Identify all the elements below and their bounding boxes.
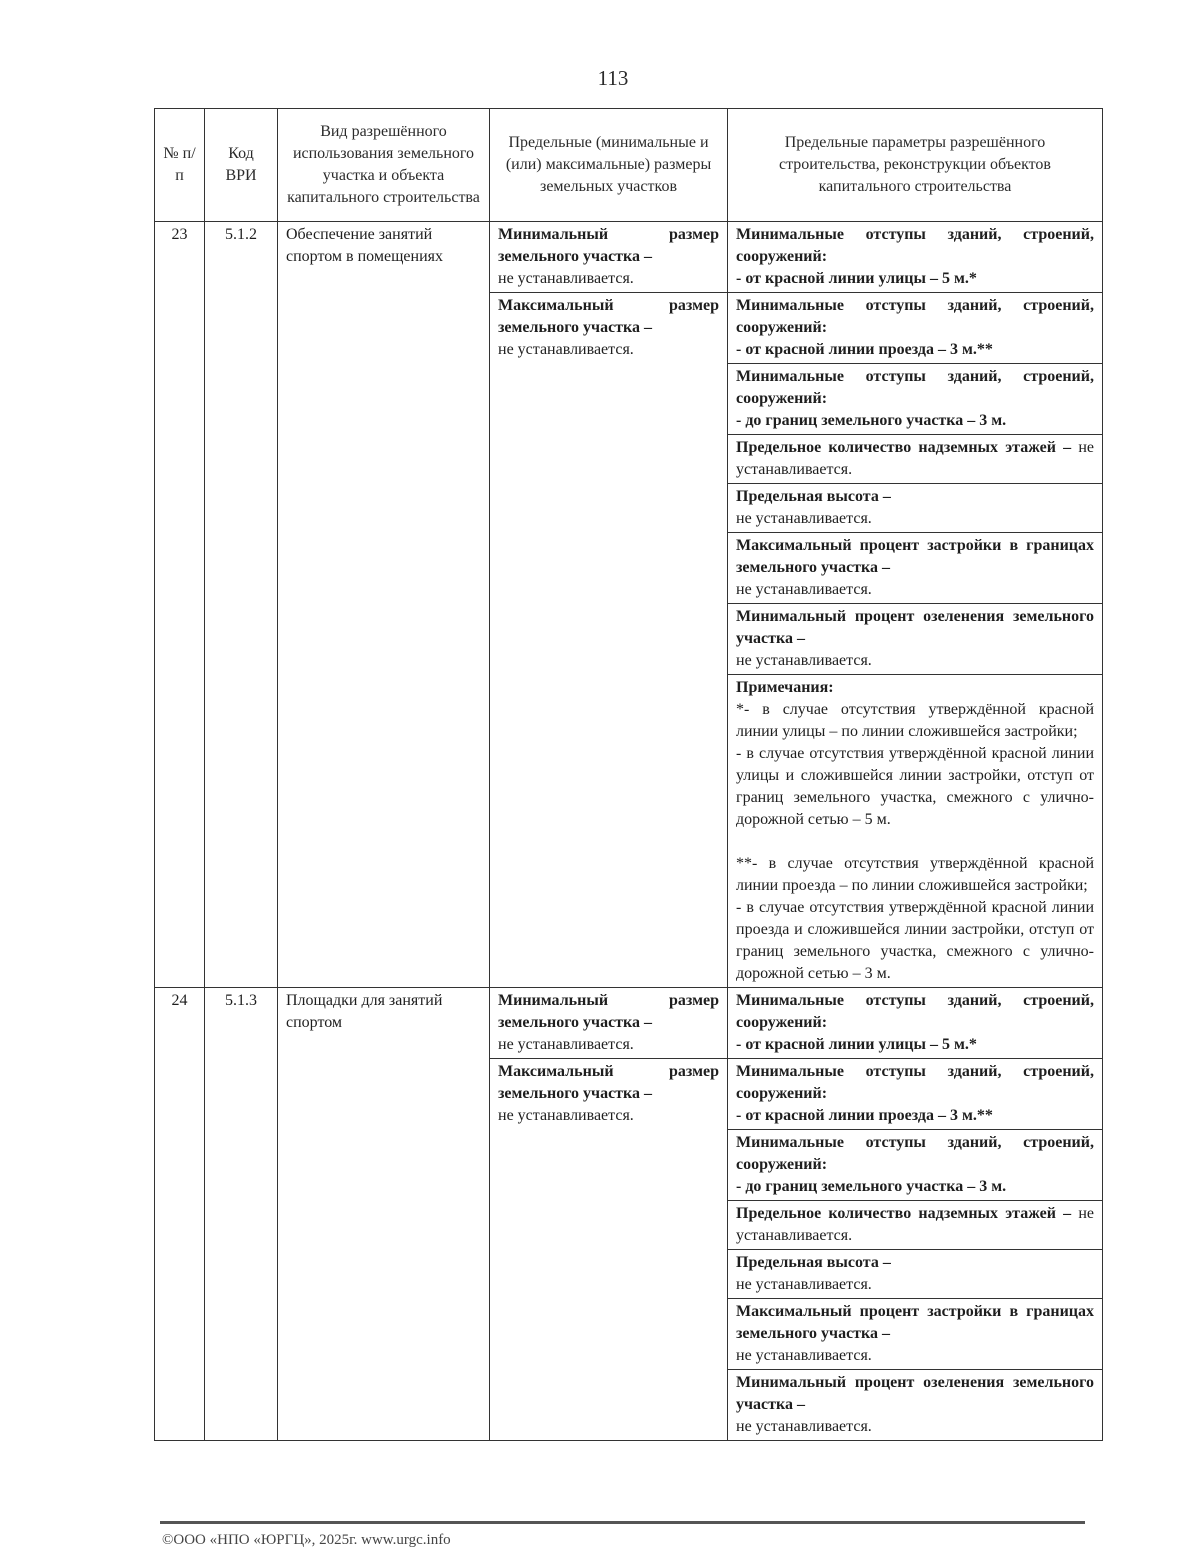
header-code: Код ВРИ	[205, 109, 278, 222]
param-label: Минимальные отступы зданий, строений, сооружений:	[736, 368, 1094, 407]
param-cell	[728, 533, 1103, 604]
param-value: - до границ земельного участка – 3 м.	[736, 1178, 1007, 1195]
note-item: **- в случае отсутствия утверждённой красной линии проезда – по линии сложившейся застройки;	[736, 855, 1094, 894]
param-cell	[728, 1201, 1103, 1250]
size-cell	[490, 293, 728, 988]
param-label: Максимальный процент застройки в границах земельного участка –	[736, 537, 1094, 576]
size-value: не устанавливается.	[498, 1107, 634, 1124]
param-label: Минимальные отступы зданий, строений, сооружений:	[736, 1134, 1094, 1173]
param-value: - от красной линии проезда – 3 м.**	[736, 341, 993, 358]
header-use: Вид разрешённого использования земельного участка и объекта капитального строительства	[278, 109, 490, 222]
param-cell	[728, 1059, 1103, 1130]
param-cell	[728, 1130, 1103, 1201]
param-value: не устанавливается.	[736, 1276, 872, 1293]
param-value: не устанавливается.	[736, 510, 872, 527]
param-value: не устанавливается.	[736, 1205, 1094, 1244]
note-spacer	[736, 831, 1094, 853]
param-cell	[728, 1299, 1103, 1370]
param-cell	[728, 293, 1103, 364]
size-cell	[490, 988, 728, 1059]
param-cell	[728, 484, 1103, 533]
param-value: не устанавливается.	[736, 652, 872, 669]
param-value: не устанавливается.	[736, 1418, 872, 1435]
param-cell	[728, 222, 1103, 293]
param-value: - до границ земельного участка – 3 м.	[736, 412, 1007, 429]
param-label: Максимальный процент застройки в границах земельного участка –	[736, 1303, 1094, 1342]
param-cell	[728, 435, 1103, 484]
row-code: 5.1.3	[205, 988, 278, 1441]
param-label: Предельная высота –	[736, 488, 891, 505]
size-label: Минимальный размер земельного участка –	[498, 992, 719, 1031]
param-cell	[728, 1250, 1103, 1299]
note-item: - в случае отсутствия утверждённой красной линии проезда и сложившейся линии застройки, отступ от границ земельного участка, смежного с улично-дорожной сетью – 3 м.	[736, 899, 1094, 982]
param-value: не устанавливается.	[736, 581, 872, 598]
param-value: не устанавливается.	[736, 439, 1094, 478]
header-num: № п/п	[155, 109, 205, 222]
param-label: Предельное количество надземных этажей –	[736, 439, 1072, 456]
row-use: Площадки для занятий спортом	[278, 988, 490, 1441]
param-cell	[728, 604, 1103, 675]
note-item: - в случае отсутствия утверждённой красной линии улицы и сложившейся линии застройки, отступ от границ земельного участка, смежного с улично-дорожной сетью – 5 м.	[736, 745, 1094, 828]
param-cell	[728, 1370, 1103, 1441]
table-row	[155, 222, 1103, 293]
row-code: 5.1.2	[205, 222, 278, 988]
param-label: Минимальные отступы зданий, строений, сооружений:	[736, 297, 1094, 336]
size-label: Максимальный размер земельного участка –	[498, 297, 719, 336]
param-value: не устанавливается.	[736, 1347, 872, 1364]
size-value: не устанавливается.	[498, 1036, 634, 1053]
param-value: - от красной линии улицы – 5 м.*	[736, 1036, 977, 1053]
row-use: Обеспечение занятий спортом в помещениях	[278, 222, 490, 988]
param-label: Предельная высота –	[736, 1254, 891, 1271]
note-item: *- в случае отсутствия утверждённой красной линии улицы – по линии сложившейся застройки;	[736, 701, 1094, 740]
size-cell	[490, 1059, 728, 1441]
param-value: - от красной линии улицы – 5 м.*	[736, 270, 977, 287]
size-cell	[490, 222, 728, 293]
footer-divider	[160, 1521, 1085, 1524]
header-params: Предельные параметры разрешённого строительства, реконструкции объектов капитального строительства	[728, 109, 1103, 222]
size-label: Максимальный размер земельного участка –	[498, 1063, 719, 1102]
table-header-row	[155, 109, 1103, 222]
regulations-table	[154, 108, 1103, 1441]
table-row	[155, 988, 1103, 1059]
row-num: 23	[155, 222, 205, 988]
page-number: 113	[597, 66, 629, 90]
param-label: Минимальные отступы зданий, строений, сооружений:	[736, 992, 1094, 1031]
param-cell	[728, 364, 1103, 435]
notes-title: Примечания:	[736, 679, 834, 696]
notes-cell	[728, 675, 1103, 988]
header-size: Предельные (минимальные и (или) максимальные) размеры земельных участков	[490, 109, 728, 222]
param-label: Минимальные отступы зданий, строений, сооружений:	[736, 226, 1094, 265]
size-label: Минимальный размер земельного участка –	[498, 226, 719, 265]
param-label: Минимальный процент озеленения земельного участка –	[736, 1374, 1094, 1413]
param-value: - от красной линии проезда – 3 м.**	[736, 1107, 993, 1124]
param-label: Минимальный процент озеленения земельного участка –	[736, 608, 1094, 647]
size-value: не устанавливается.	[498, 270, 634, 287]
row-num: 24	[155, 988, 205, 1441]
size-value: не устанавливается.	[498, 341, 634, 358]
param-label: Минимальные отступы зданий, строений, сооружений:	[736, 1063, 1094, 1102]
param-cell	[728, 988, 1103, 1059]
footer-copyright: ©ООО «НПО «ЮРГЦ», 2025г. www.urgc.info	[162, 1532, 451, 1548]
param-label: Предельное количество надземных этажей –	[736, 1205, 1072, 1222]
